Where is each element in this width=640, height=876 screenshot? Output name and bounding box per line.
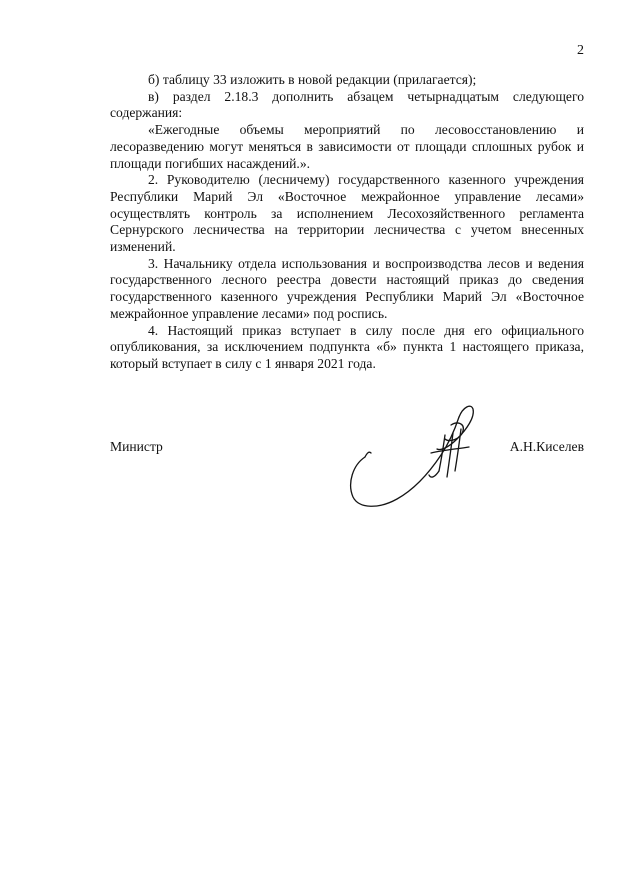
paragraph-clause-3: 3. Начальнику отдела использования и воспроизводства лесов и ведения государственного лесного реестра довести настоящий приказ до сведения государственного казенного учреждения Республики Марий Эл «Восточное межрайонное управление лесами» под роспись. xyxy=(110,255,584,321)
page-number: 2 xyxy=(577,43,584,58)
paragraph-clause-2: 2. Руководителю (лесничему) государственного казенного учреждения Республики Марий Эл «Восточное межрайонное управление лесами» осуществлять контроль за исполнением Лесохозяйственного регламента Сернурского лесничества на территории лесничества с учетом внесенных изменений. xyxy=(110,172,584,255)
paragraph-quote: «Ежегодные объемы мероприятий по лесовосстановлению и лесоразведению могут меняться в зависимости от площади сплошных рубок и площади погибших насаждений.». xyxy=(110,122,584,171)
paragraph-item-b: б) таблицу 33 изложить в новой редакции (прилагается); xyxy=(148,72,477,87)
signer-position: Министр xyxy=(110,439,163,454)
handwritten-signature xyxy=(345,395,480,515)
paragraph-clause-4: 4. Настоящий приказ вступает в силу после дня его официального опубликования, за исключением подпункта «б» пункта 1 настоящего приказа, который вступает в силу с 1 января 2021 года. xyxy=(110,322,584,371)
signer-name: А.Н.Киселев xyxy=(509,439,584,454)
document-body xyxy=(110,72,584,373)
paragraph-item-v: в) раздел 2.18.3 дополнить абзацем четырнадцатым следующего содержания: xyxy=(110,88,584,121)
